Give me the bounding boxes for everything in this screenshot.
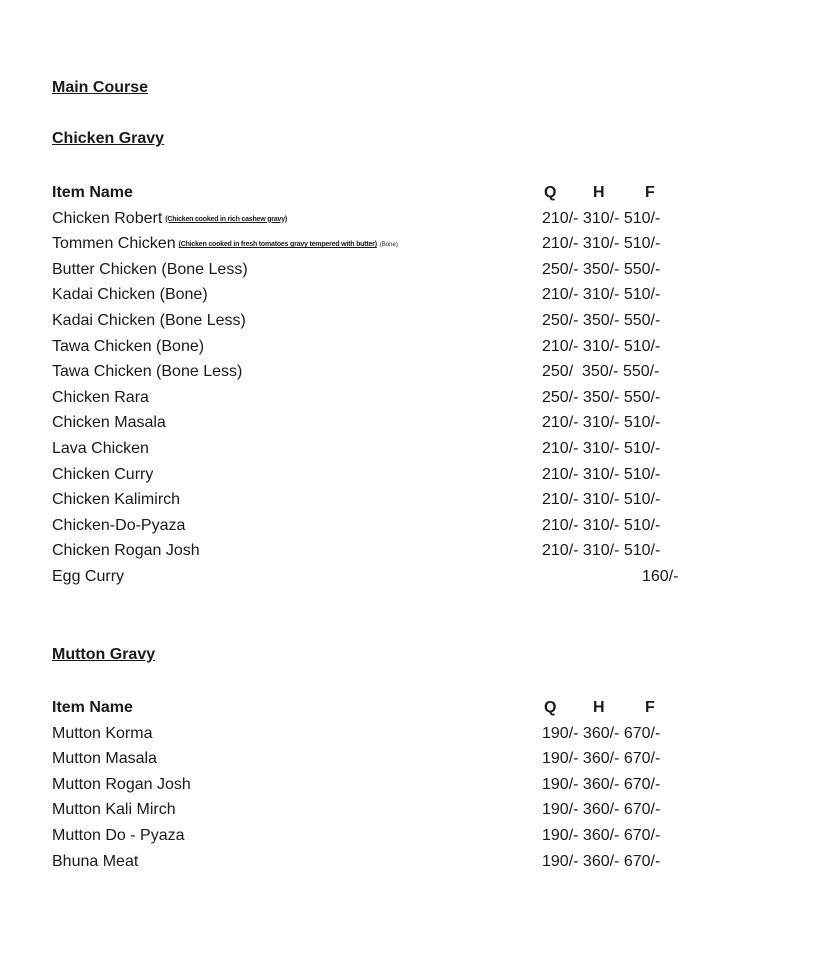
item-name: Tommen Chicken — [52, 235, 176, 253]
item-prices: 210/- 310/- 510/- — [542, 439, 661, 457]
item-prices: 190/- 360/- 670/- — [542, 852, 661, 870]
item-prices: 210/- 310/- 510/- — [542, 235, 661, 253]
table-row — [52, 334, 712, 360]
table-header — [52, 180, 712, 206]
item-prices: 210/- 310/- 510/- — [542, 414, 661, 432]
item-prices: 190/- 360/- 670/- — [542, 750, 661, 768]
item-name: Chicken Curry — [52, 465, 154, 483]
table-row — [52, 257, 712, 283]
page-title: Main Course — [52, 79, 149, 96]
header-h: H — [593, 184, 605, 201]
header-q: Q — [544, 699, 557, 716]
item-name: Chicken Kalimirch — [52, 491, 181, 509]
table-row — [52, 231, 712, 257]
item-note: (Chicken cooked in rich cashew gravy) — [165, 215, 288, 223]
item-name: Chicken-Do-Pyaza — [52, 516, 186, 534]
item-name: Butter Chicken (Bone Less) — [52, 260, 248, 278]
item-name: Chicken Robert — [52, 209, 163, 227]
item-prices: 250/- 350/- 550/- — [542, 311, 661, 329]
section-heading-chicken-gravy: Chicken Gravy — [52, 130, 165, 147]
item-name: Mutton Korma — [52, 724, 153, 742]
item-name: Tawa Chicken (Bone Less) — [52, 363, 243, 381]
item-prices: 250/- 350/- 550/- — [542, 260, 661, 278]
table-row — [52, 436, 712, 462]
item-prices: 250/ 350/- 550/- — [542, 363, 660, 381]
item-prices: 210/- 310/- 510/- — [542, 516, 661, 534]
item-prices: 210/- 310/- 510/- — [542, 465, 661, 483]
section-heading-mutton-gravy: Mutton Gravy — [52, 646, 156, 663]
table-row — [52, 721, 712, 747]
item-prices: 210/- 310/- 510/- — [542, 542, 661, 560]
table-row — [52, 538, 712, 564]
item-prices: 250/- 350/- 550/- — [542, 388, 661, 406]
item-name: Mutton Masala — [52, 750, 157, 768]
header-h: H — [593, 699, 605, 716]
item-prices: 210/- 310/- 510/- — [542, 491, 661, 509]
item-name: Egg Curry — [52, 567, 125, 585]
item-name: Kadai Chicken (Bone Less) — [52, 311, 246, 329]
item-prices: 190/- 360/- 670/- — [542, 724, 661, 742]
item-prices: 190/- 360/- 670/- — [542, 826, 661, 844]
item-prices: 190/- 360/- 670/- — [542, 775, 661, 793]
header-f: F — [645, 184, 655, 201]
table-row — [52, 849, 712, 875]
item-prices: 210/- 310/- 510/- — [542, 286, 661, 304]
table-row — [52, 308, 712, 334]
table-row — [52, 410, 712, 436]
table-row — [52, 282, 712, 308]
item-name: Mutton Kali Mirch — [52, 801, 176, 819]
item-name: Chicken Masala — [52, 414, 166, 432]
item-name: Mutton Rogan Josh — [52, 775, 191, 793]
table-row — [52, 772, 712, 798]
item-name: Mutton Do - Pyaza — [52, 826, 185, 844]
table-row — [52, 823, 712, 849]
table-row — [52, 487, 712, 513]
item-name: Chicken Rara — [52, 388, 149, 406]
table-row — [52, 206, 712, 232]
item-note: (Chicken cooked in fresh tomatoes gravy tempered with butter) — [178, 241, 377, 249]
item-prices: 190/- 360/- 670/- — [542, 801, 661, 819]
item-name: Bhuna Meat — [52, 852, 139, 870]
header-f: F — [645, 699, 655, 716]
item-note-secondary: (Bone) — [379, 242, 398, 249]
chicken-gravy-table — [52, 180, 712, 590]
item-name: Tawa Chicken (Bone) — [52, 337, 205, 355]
table-row — [52, 564, 712, 590]
mutton-gravy-table — [52, 695, 712, 874]
table-row — [52, 359, 712, 385]
item-prices: 210/- 310/- 510/- — [542, 209, 661, 227]
table-row — [52, 513, 712, 539]
table-row — [52, 462, 712, 488]
item-name: Lava Chicken — [52, 439, 149, 457]
table-row — [52, 797, 712, 823]
table-header — [52, 695, 712, 721]
item-name: Kadai Chicken (Bone) — [52, 286, 208, 304]
item-name: Chicken Rogan Josh — [52, 542, 200, 560]
header-item-name: Item Name — [52, 699, 133, 716]
table-row — [52, 385, 712, 411]
header-item-name: Item Name — [52, 184, 133, 201]
item-price-full: 160/- — [642, 567, 679, 585]
table-row — [52, 746, 712, 772]
header-q: Q — [544, 184, 557, 201]
item-prices: 210/- 310/- 510/- — [542, 337, 661, 355]
